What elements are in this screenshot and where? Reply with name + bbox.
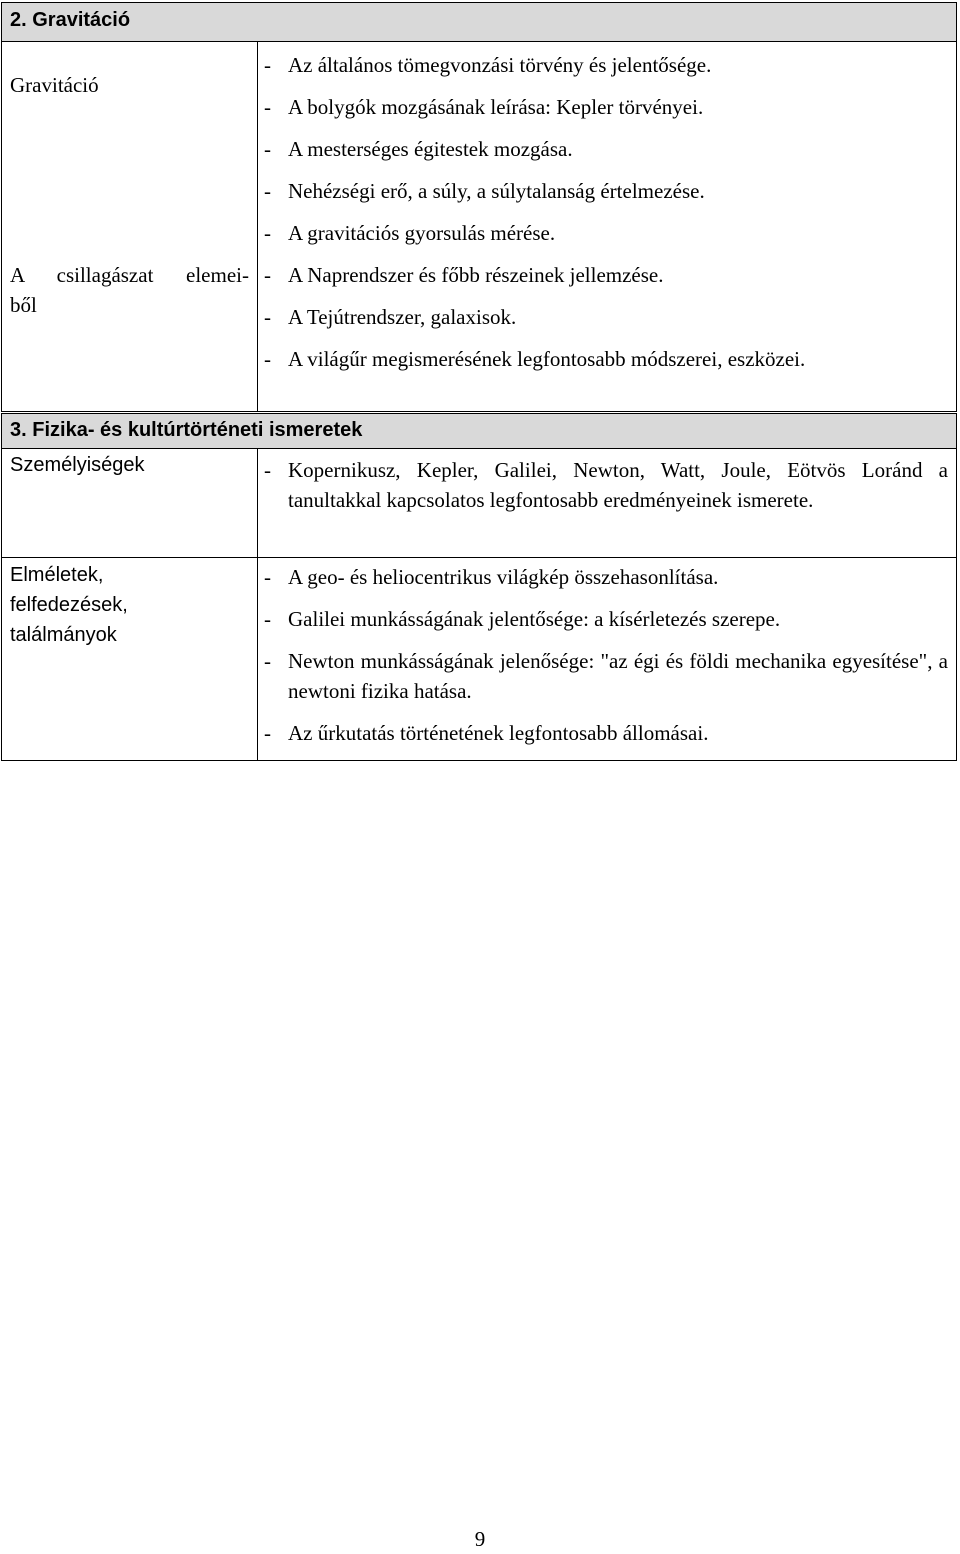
row-label-elmeletek-line1: Elméletek, <box>10 564 104 586</box>
elmeletek-content-cell <box>258 558 957 761</box>
list-item: - A bolygók mozgásának leírása: Kepler törvényei. <box>264 95 704 119</box>
list-item: - A geo- és heliocentrikus világkép összehasonlítása. <box>264 565 719 589</box>
list-item: - A világűr megismerésének legfontosabb módszerei, eszközei. <box>264 347 806 371</box>
list-item: - A gravitációs gyorsulás mérése. <box>264 221 556 245</box>
section-2-title: 2. Gravitáció <box>10 9 131 31</box>
gravitacio-list <box>258 42 956 248</box>
szemelyisegek-content-cell <box>258 449 957 558</box>
section-2-table <box>1 2 957 412</box>
list-item: - A mesterséges égitestek mozgása. <box>264 137 573 161</box>
szemelyisegek-list <box>258 449 956 515</box>
row-label-gravitacio: Gravitáció <box>10 73 99 97</box>
section-2-content-cell <box>258 42 957 412</box>
row-label-elmeletek <box>2 558 257 650</box>
page-number: 9 <box>474 1527 486 1551</box>
section-2-label-cell <box>2 42 258 412</box>
szemelyisegek-label-cell <box>2 449 258 558</box>
section-3-title: 3. Fizika- és kultúrtörténeti ismeretek <box>10 419 363 441</box>
row-label-szemelyisegek: Személyiségek <box>10 454 145 476</box>
section-3-table <box>1 413 957 761</box>
list-item: - Kopernikusz, Kepler, Galilei, Newton, Watt, Joule, Eötvös Loránd a tanultakkal kapcsolatos legfontosabb eredményeinek ismerete. <box>264 458 948 512</box>
row-label-elmeletek-line2: felfedezések, <box>10 594 128 616</box>
list-item: - Galilei munkásságának jelentősége: a kísérletezés szerepe. <box>264 607 781 631</box>
list-item: - A Naprendszer és főbb részeinek jellemzése. <box>264 263 664 287</box>
section-2-header <box>2 3 957 42</box>
list-item: - Az általános tömegvonzási törvény és jelentősége. <box>264 53 712 77</box>
elmeletek-label-cell <box>2 558 258 761</box>
row-label-csillagaszat-line1: A csillagászat elemei- <box>10 263 249 287</box>
row-label-csillagaszat-line2: ből <box>10 293 37 317</box>
row-label-csillagaszat <box>2 260 257 320</box>
list-item: - A Tejútrendszer, galaxisok. <box>264 305 517 329</box>
list-item: - Newton munkásságának jelenősége: "az égi és földi mechanika egyesítése", a newtoni fizika hatása. <box>264 649 948 703</box>
list-item: - Nehézségi erő, a súly, a súlytalanság értelmezése. <box>264 179 705 203</box>
row-label-elmeletek-line3: találmányok <box>10 624 117 646</box>
list-item: - Az űrkutatás történetének legfontosabb állomásai. <box>264 721 709 745</box>
elmeletek-list <box>258 558 956 748</box>
section-3-header <box>2 414 957 449</box>
csillagaszat-list <box>258 260 956 374</box>
